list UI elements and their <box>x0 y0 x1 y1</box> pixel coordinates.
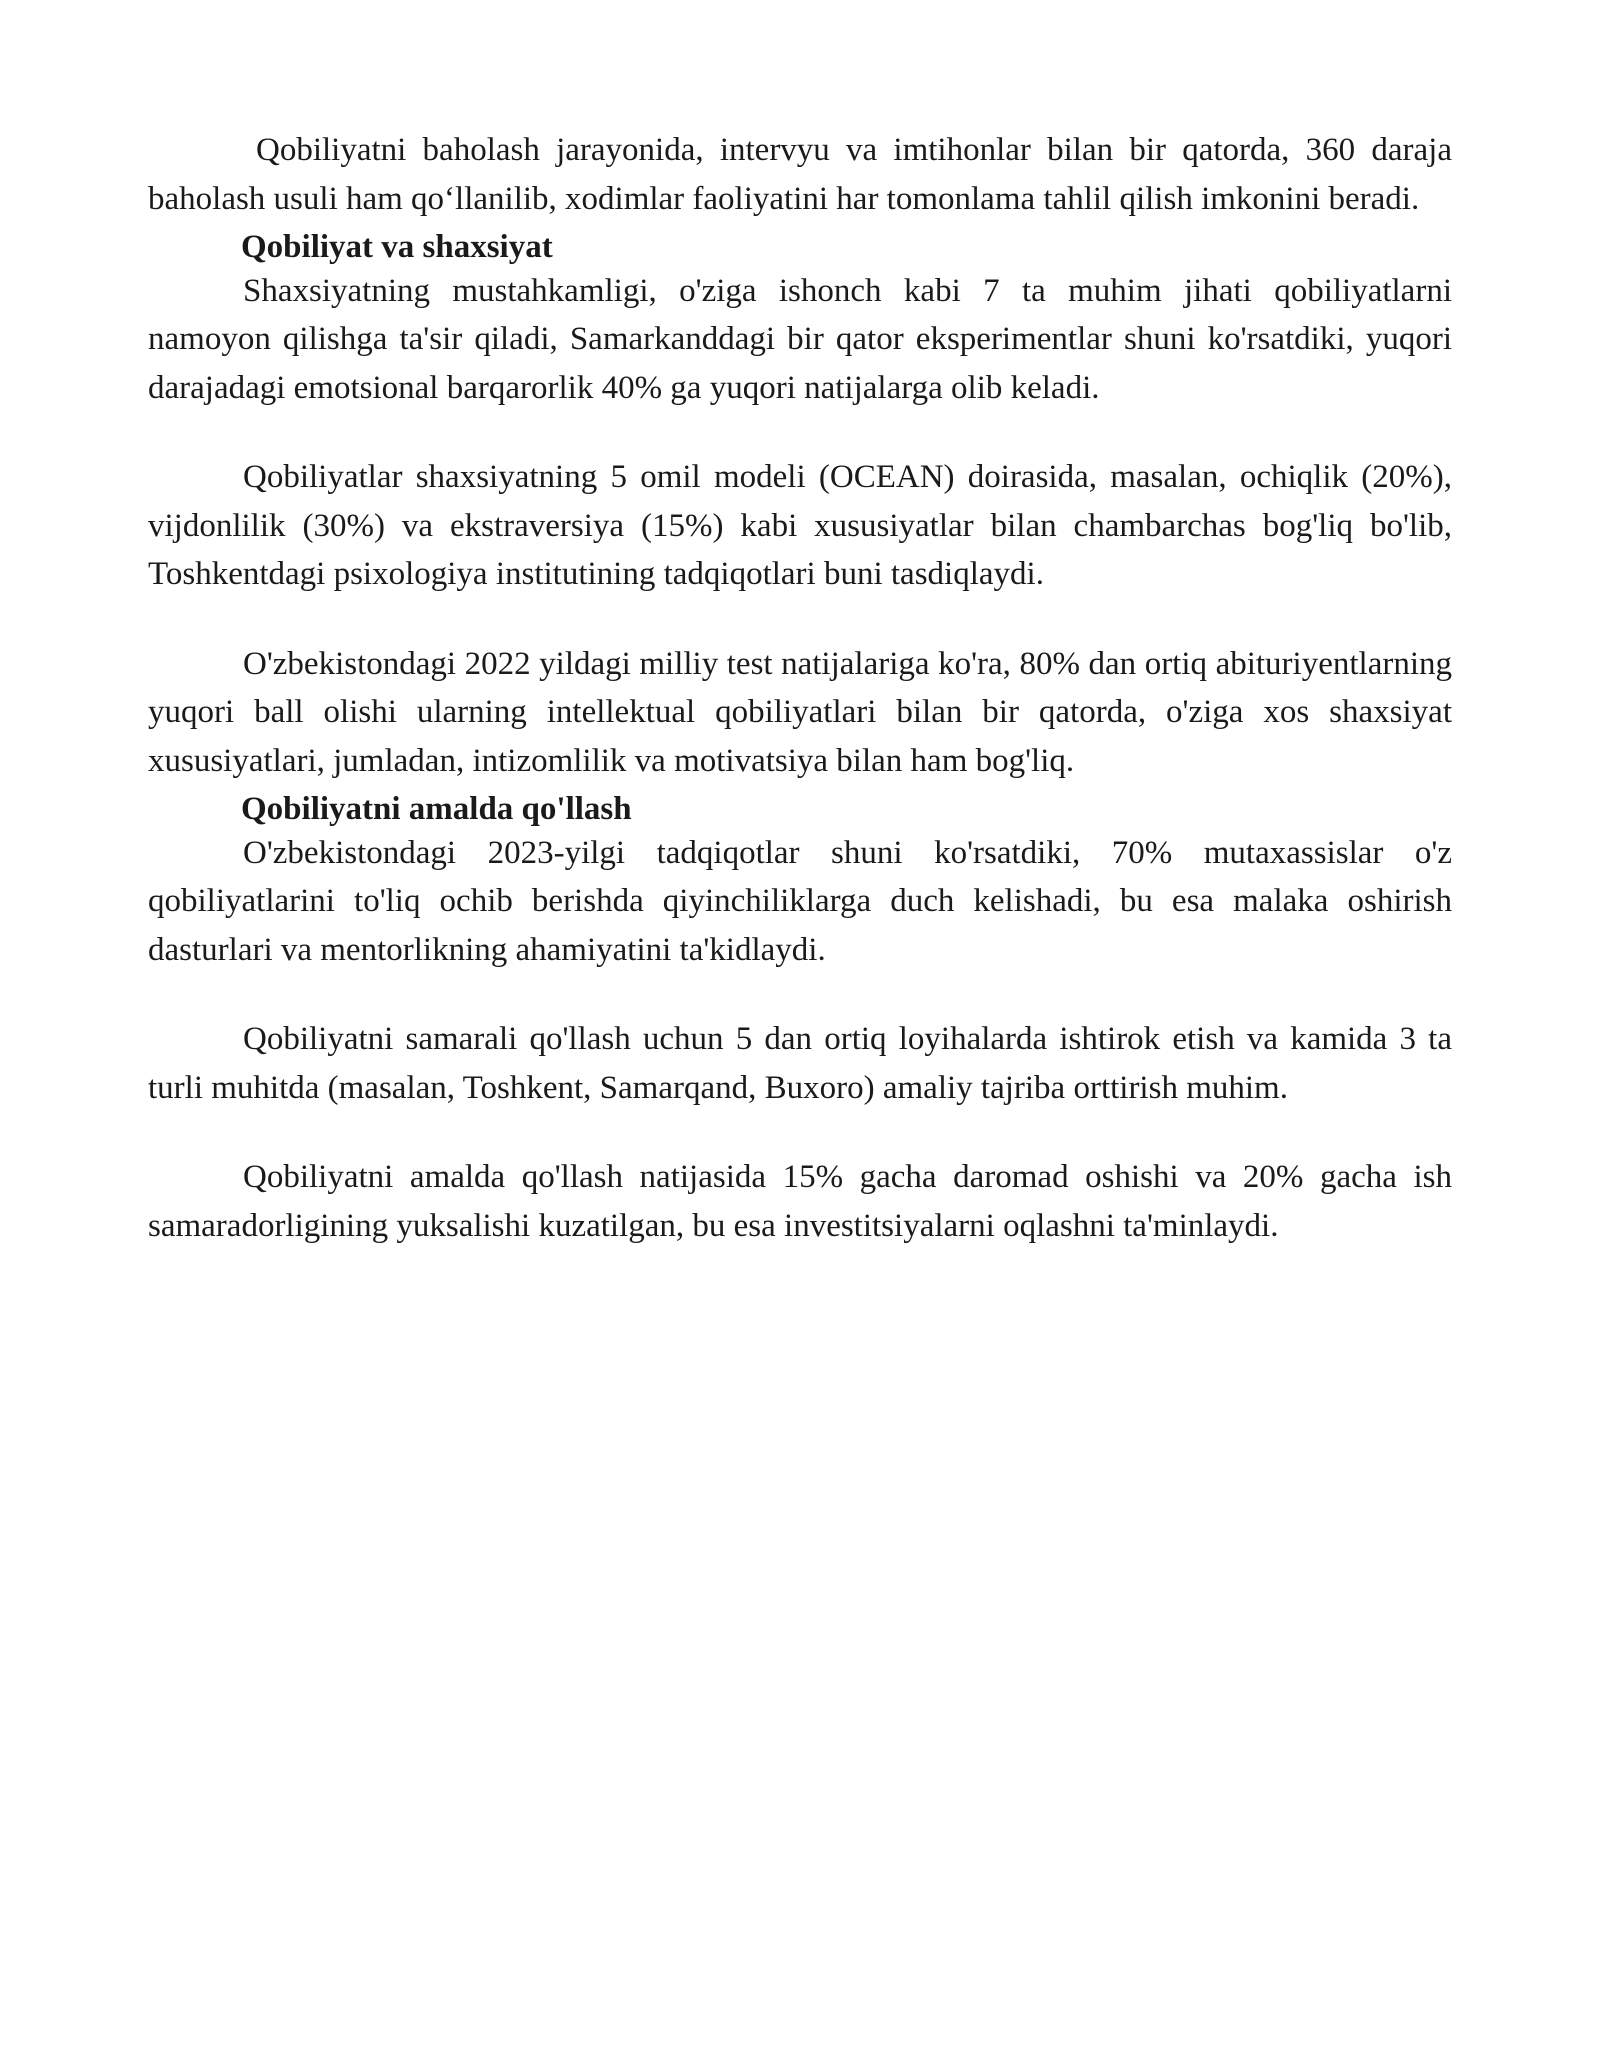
section-heading-ability-personality: Qobiliyat va shaxsiyat <box>241 229 553 265</box>
paragraph-assessment-360: Qobiliyatni baholash jarayonida, intervyu va imtihonlar bilan bir qatorda, 360 daraja baholash usuli ham qo‘llanilib, xodimlar faoliyatini har tomonlama tahlil qilish imkonini beradi. <box>148 132 1452 217</box>
paragraph-personality-traits: Shaxsiyatning mustahkamligi, o'ziga ishonch kabi 7 ta muhim jihati qobiliyatlarni namoyon qilishga ta'sir qiladi, Samarkanddagi bir qator eksperimentlar shuni ko'rsatdiki, yuqori darajadagi emotsional barqarorlik 40% ga yuqori natijalarga olib keladi. <box>148 272 1452 406</box>
paragraph-project-experience: Qobiliyatni samarali qo'llash uchun 5 dan ortiq loyihalarda ishtirok etish va kamida 3 ta turli muhitda (masalan, Toshkent, Samarqand, Buxoro) amaliy tajriba orttirish muhim. <box>148 1021 1452 1106</box>
document-page <box>148 126 1452 1250</box>
paragraph-research-2023: O'zbekistondagi 2023-yilgi tadqiqotlar shuni ko'rsatdiki, 70% mutaxassislar o'z qobiliyatlarini to'liq ochib berishda qiyinchiliklarga duch kelishadi, bu esa malaka oshirish dasturlari va mentorlikning ahamiyatini ta'kidlaydi. <box>148 834 1452 968</box>
section-heading-ability-practice: Qobiliyatni amalda qo'llash <box>241 791 632 827</box>
paragraph-ocean-model: Qobiliyatlar shaxsiyatning 5 omil modeli (OCEAN) doirasida, masalan, ochiqlik (20%), vijdonlilik (30%) va ekstraversiya (15%) kabi xususiyatlar bilan chambarchas bog'liq bo'lib, Toshkentdagi psixologiya institutining tadqiqotlari buni tasdiqlaydi. <box>148 459 1452 592</box>
paragraph-income-growth: Qobiliyatni amalda qo'llash natijasida 15% gacha daromad oshishi va 20% gacha ish samaradorligining yuksalishi kuzatilgan, bu esa investitsiyalarni oqlashni ta'minlaydi. <box>148 1159 1452 1244</box>
paragraph-national-test: O'zbekistondagi 2022 yildagi milliy test natijalariga ko'ra, 80% dan ortiq abituriyentlarning yuqori ball olishi ularning intellektual qobiliyatlari bilan bir qatorda, o'ziga xos shaxsiyat xususiyatlari, jumladan, intizomlilik va motivatsiya bilan ham bog'liq. <box>148 645 1452 779</box>
